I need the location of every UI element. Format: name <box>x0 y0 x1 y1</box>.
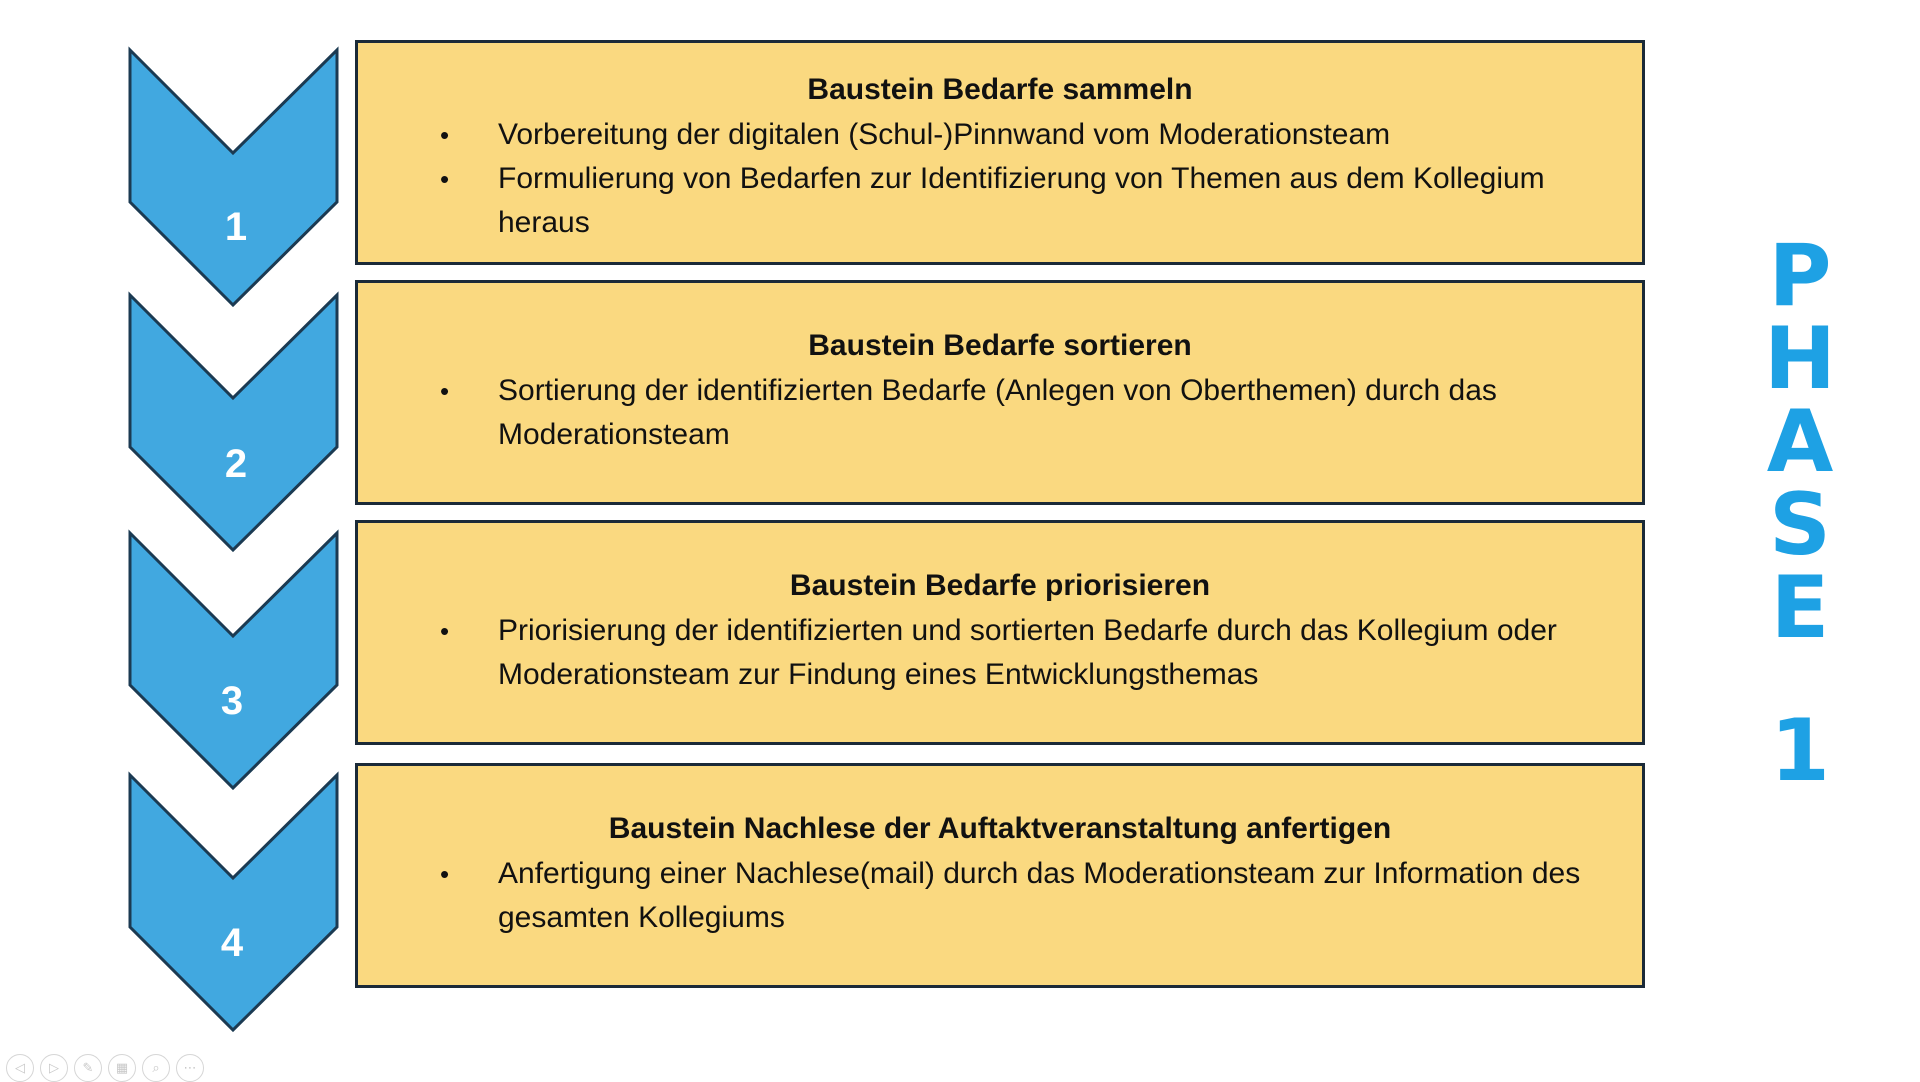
step-title-4: Baustein Nachlese der Auftaktveranstaltung anfertigen <box>608 812 1392 845</box>
bullet-item: • Anfertigung einer Nachlese(mail) durch das Moderationsteam zur Information des gesamten Kollegiums <box>458 852 1602 940</box>
chevron-step-1 <box>130 50 337 305</box>
previous-slide-icon[interactable]: ◁ <box>6 1054 34 1082</box>
chevron-step-4 <box>130 775 337 1030</box>
step-box-4 <box>355 763 1645 988</box>
phase-letter: A <box>1766 392 1834 492</box>
slideshow-controls <box>6 1054 204 1082</box>
step-number-1: 1 <box>224 205 248 249</box>
zoom-icon[interactable]: ⌕ <box>142 1054 170 1082</box>
chevron-step-3 <box>130 533 337 788</box>
step-number-2: 2 <box>224 442 248 486</box>
bullet-list-2 <box>358 369 1642 457</box>
phase-letter: S <box>1769 475 1831 575</box>
step-number-4: 4 <box>220 921 244 965</box>
pen-icon[interactable]: ✎ <box>74 1054 102 1082</box>
step-title-1: Baustein Bedarfe sammeln <box>807 73 1193 106</box>
step-box-3 <box>355 520 1645 745</box>
step-number-3: 3 <box>220 679 244 723</box>
phase-label <box>1760 226 1840 801</box>
step-title-3: Baustein Bedarfe priorisieren <box>789 569 1211 602</box>
phase-number: 1 <box>1770 701 1830 801</box>
bullet-item: • Priorisierung der identifizierten und sortierten Bedarfe durch das Kollegium oder Moderationsteam zur Findung eines Entwicklungsthemas <box>458 609 1602 697</box>
next-slide-icon[interactable]: ▷ <box>40 1054 68 1082</box>
slides-grid-icon[interactable]: ▦ <box>108 1054 136 1082</box>
chevron-step-2 <box>130 295 337 550</box>
phase-letter: P <box>1768 226 1832 326</box>
bullet-list-4 <box>358 852 1642 940</box>
bullet-list-1 <box>358 113 1642 245</box>
step-box-1 <box>355 40 1645 265</box>
bullet-item: • Vorbereitung der digitalen (Schul-)Pinnwand vom Moderationsteam <box>458 113 1602 157</box>
step-box-2 <box>355 280 1645 505</box>
step-title-2: Baustein Bedarfe sortieren <box>808 329 1192 362</box>
phase-letter: H <box>1764 309 1836 409</box>
bullet-item: • Formulierung von Bedarfen zur Identifizierung von Themen aus dem Kollegium heraus <box>458 157 1602 245</box>
more-options-icon[interactable]: ⋯ <box>176 1054 204 1082</box>
phase-letter: E <box>1770 558 1830 658</box>
bullet-item: • Sortierung der identifizierten Bedarfe (Anlegen von Oberthemen) durch das Moderationsteam <box>458 369 1602 457</box>
bullet-list-3 <box>358 609 1642 697</box>
